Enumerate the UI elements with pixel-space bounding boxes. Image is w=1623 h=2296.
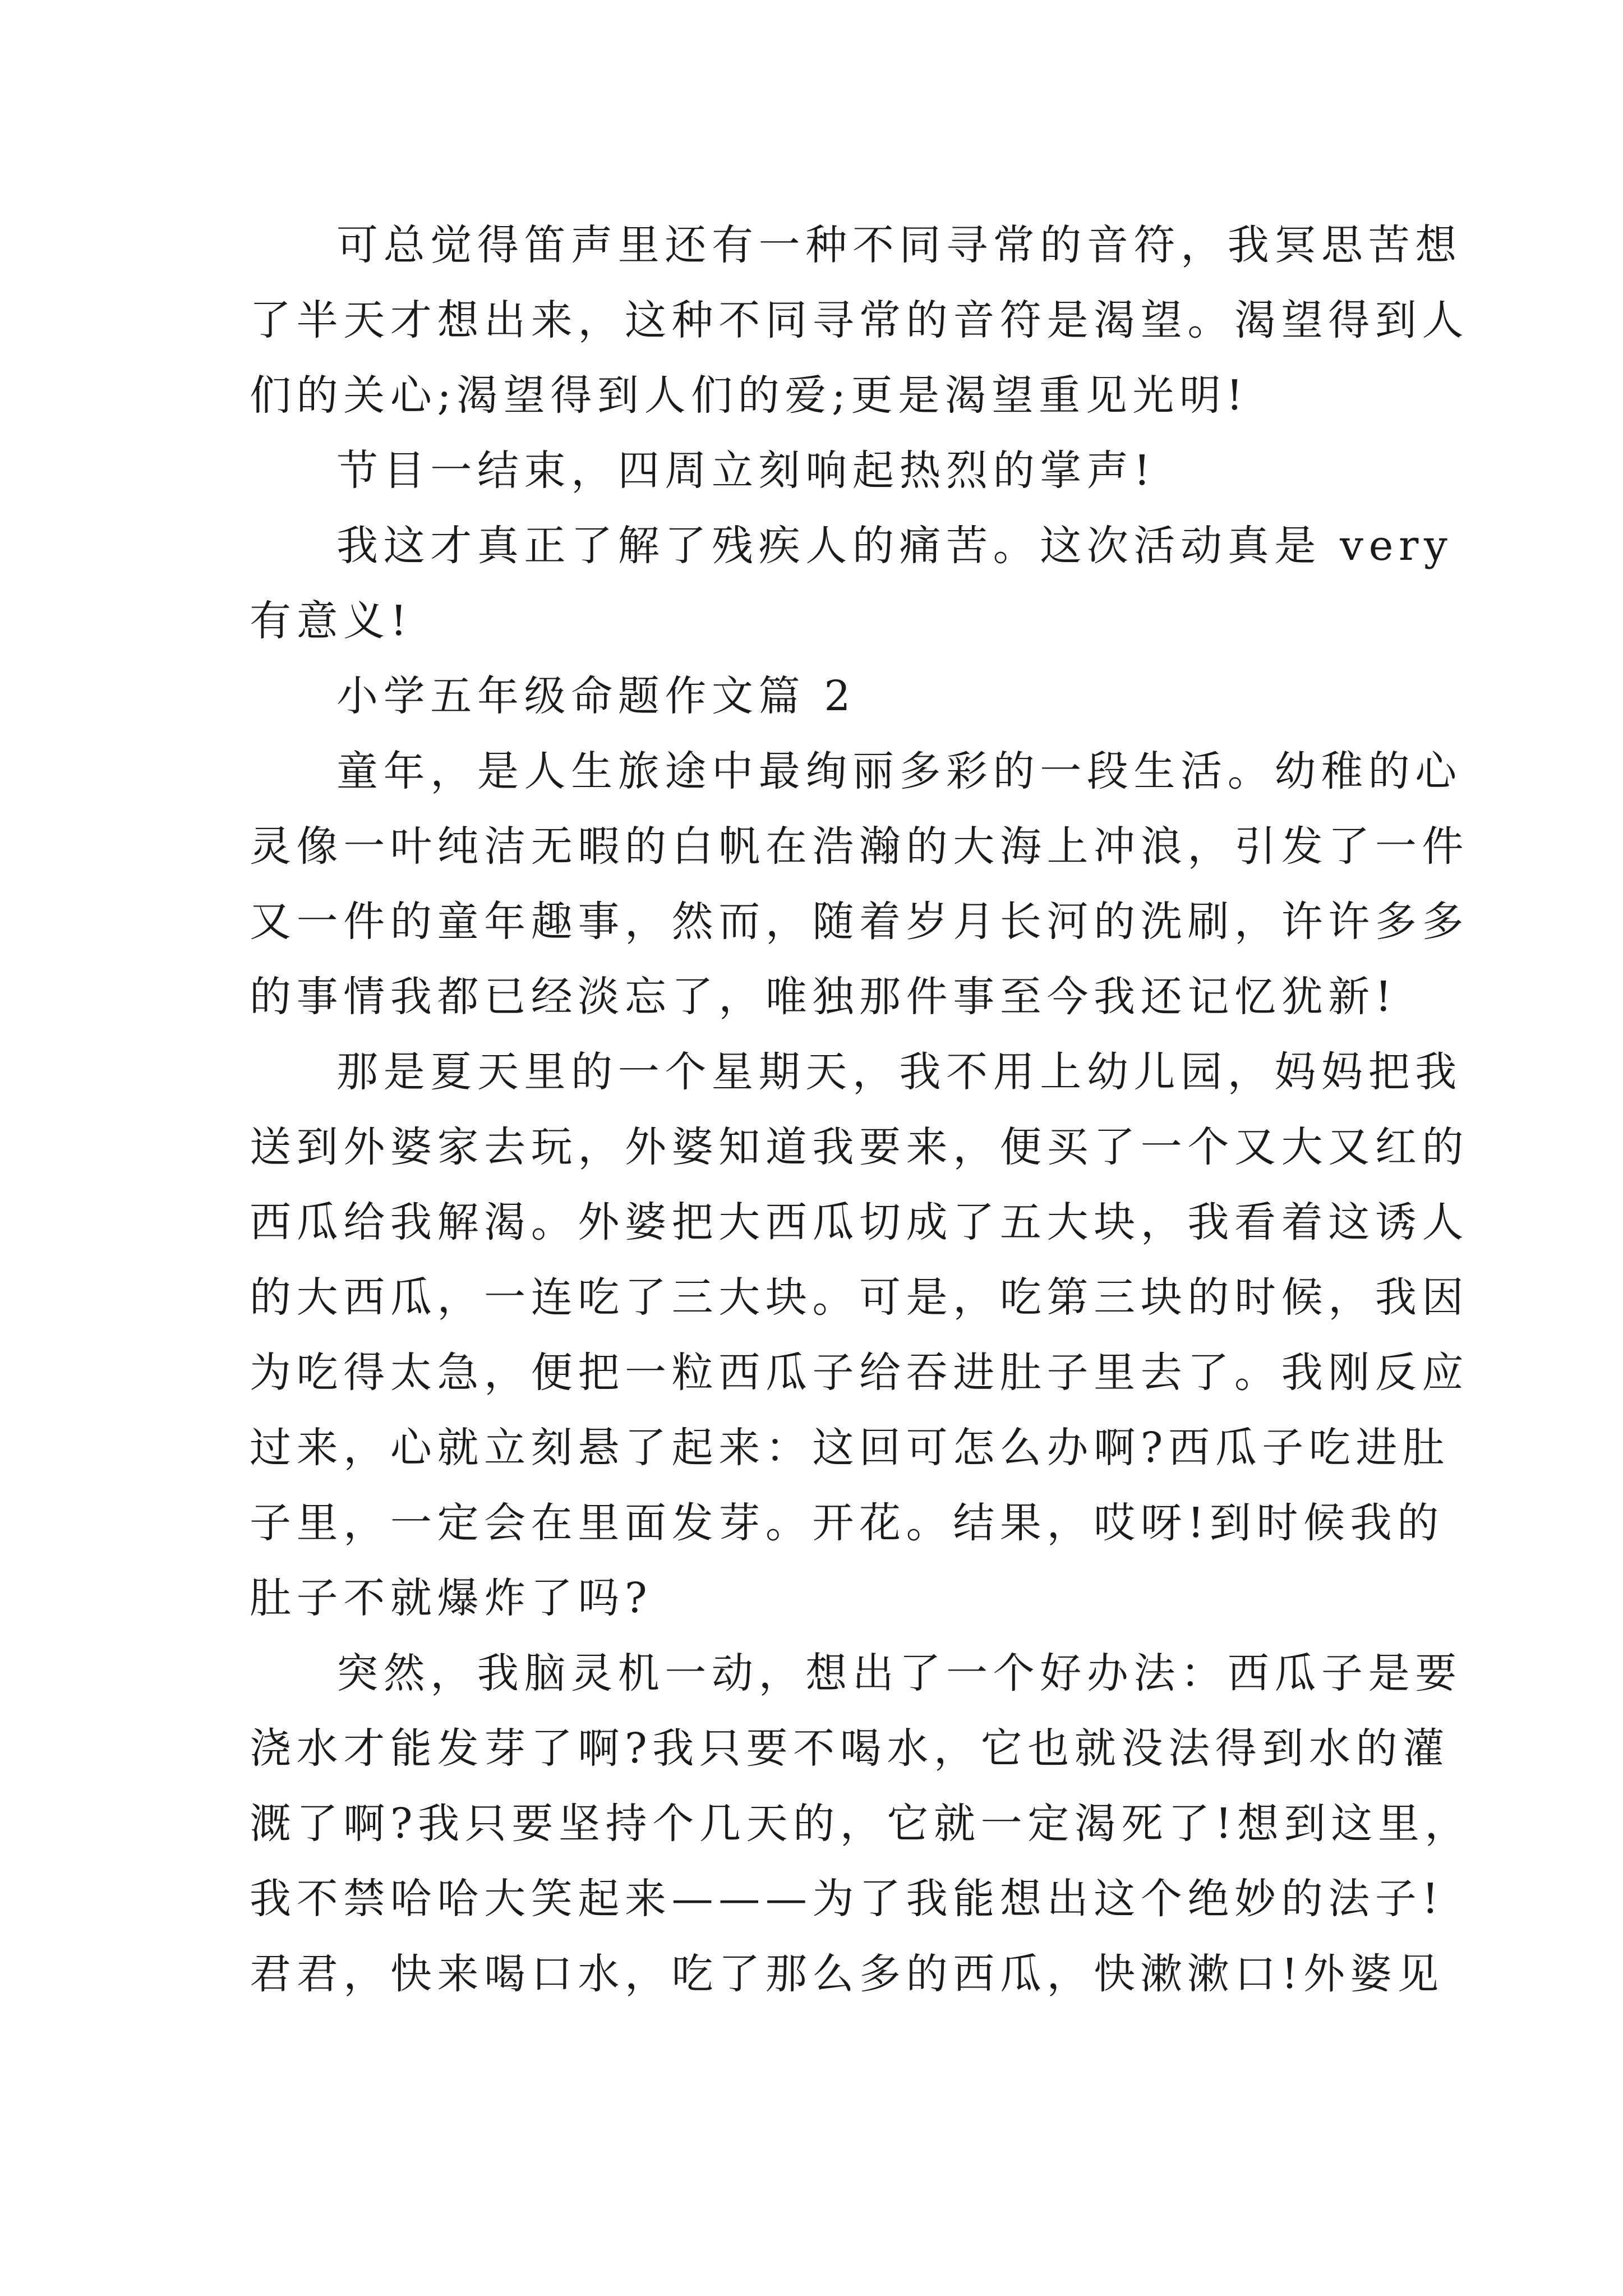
text-line: 肚子不就爆炸了吗?	[250, 1574, 653, 1622]
text-line: 童年，是人生旅途中最绚丽多彩的一段生活。幼稚的心	[336, 747, 1462, 795]
text-line: 有意义!	[250, 597, 413, 645]
text-line: 们的关心;渴望得到人们的爱;更是渴望重见光明!	[250, 371, 1248, 420]
text-line: 君君，快来喝口水，吃了那么多的西瓜，快漱漱口!外婆见	[250, 1950, 1444, 1998]
text-line: 又一件的童年趣事，然而，随着岁月长河的洗刷，许许多多	[250, 898, 1469, 946]
text-line: 了半天才想出来，这种不同寻常的音符是渴望。渴望得到人	[250, 296, 1469, 344]
text-line: 那是夏天里的一个星期天，我不用上幼儿园，妈妈把我	[336, 1048, 1462, 1096]
text-line: 小学五年级命题作文篇 2	[336, 672, 856, 720]
text-line: 过来，心就立刻悬了起来：这回可怎么办啊?西瓜子吃进肚	[250, 1424, 1450, 1472]
text-line: 我这才真正了解了残疾人的痛苦。这次活动真是 very	[336, 522, 1453, 570]
text-line: 西瓜给我解渴。外婆把大西瓜切成了五大块，我看着这诱人	[250, 1198, 1469, 1246]
text-line: 浇水才能发芽了啊?我只要不喝水，它也就没法得到水的灌	[250, 1724, 1450, 1773]
text-line: 为吃得太急，便把一粒西瓜子给吞进肚子里去了。我刚反应	[250, 1349, 1469, 1397]
text-line: 子里，一定会在里面发芽。开花。结果，哎呀!到时候我的	[250, 1499, 1444, 1547]
text-line: 我不禁哈哈大笑起来———为了我能想出这个绝妙的法子!	[250, 1875, 1444, 1923]
text-line: 节目一结束，四周立刻响起热烈的掌声!	[336, 447, 1156, 495]
document-body	[250, 208, 1472, 2012]
text-line: 溉了啊?我只要坚持个几天的，它就一定渴死了!想到这里，	[250, 1800, 1472, 1848]
text-line: 灵像一叶纯洁无暇的白帆在浩瀚的大海上冲浪，引发了一件	[250, 822, 1469, 871]
text-line: 的大西瓜，一连吃了三大块。可是，吃第三块的时候，我因	[250, 1273, 1469, 1322]
text-line: 突然，我脑灵机一动，想出了一个好办法：西瓜子是要	[336, 1649, 1462, 1697]
text-line: 的事情我都已经淡忘了，唯独那件事至今我还记忆犹新!	[250, 973, 1398, 1021]
text-line: 可总觉得笛声里还有一种不同寻常的音符，我冥思苦想	[336, 221, 1462, 269]
text-line: 送到外婆家去玩，外婆知道我要来，便买了一个又大又红的	[250, 1123, 1469, 1171]
